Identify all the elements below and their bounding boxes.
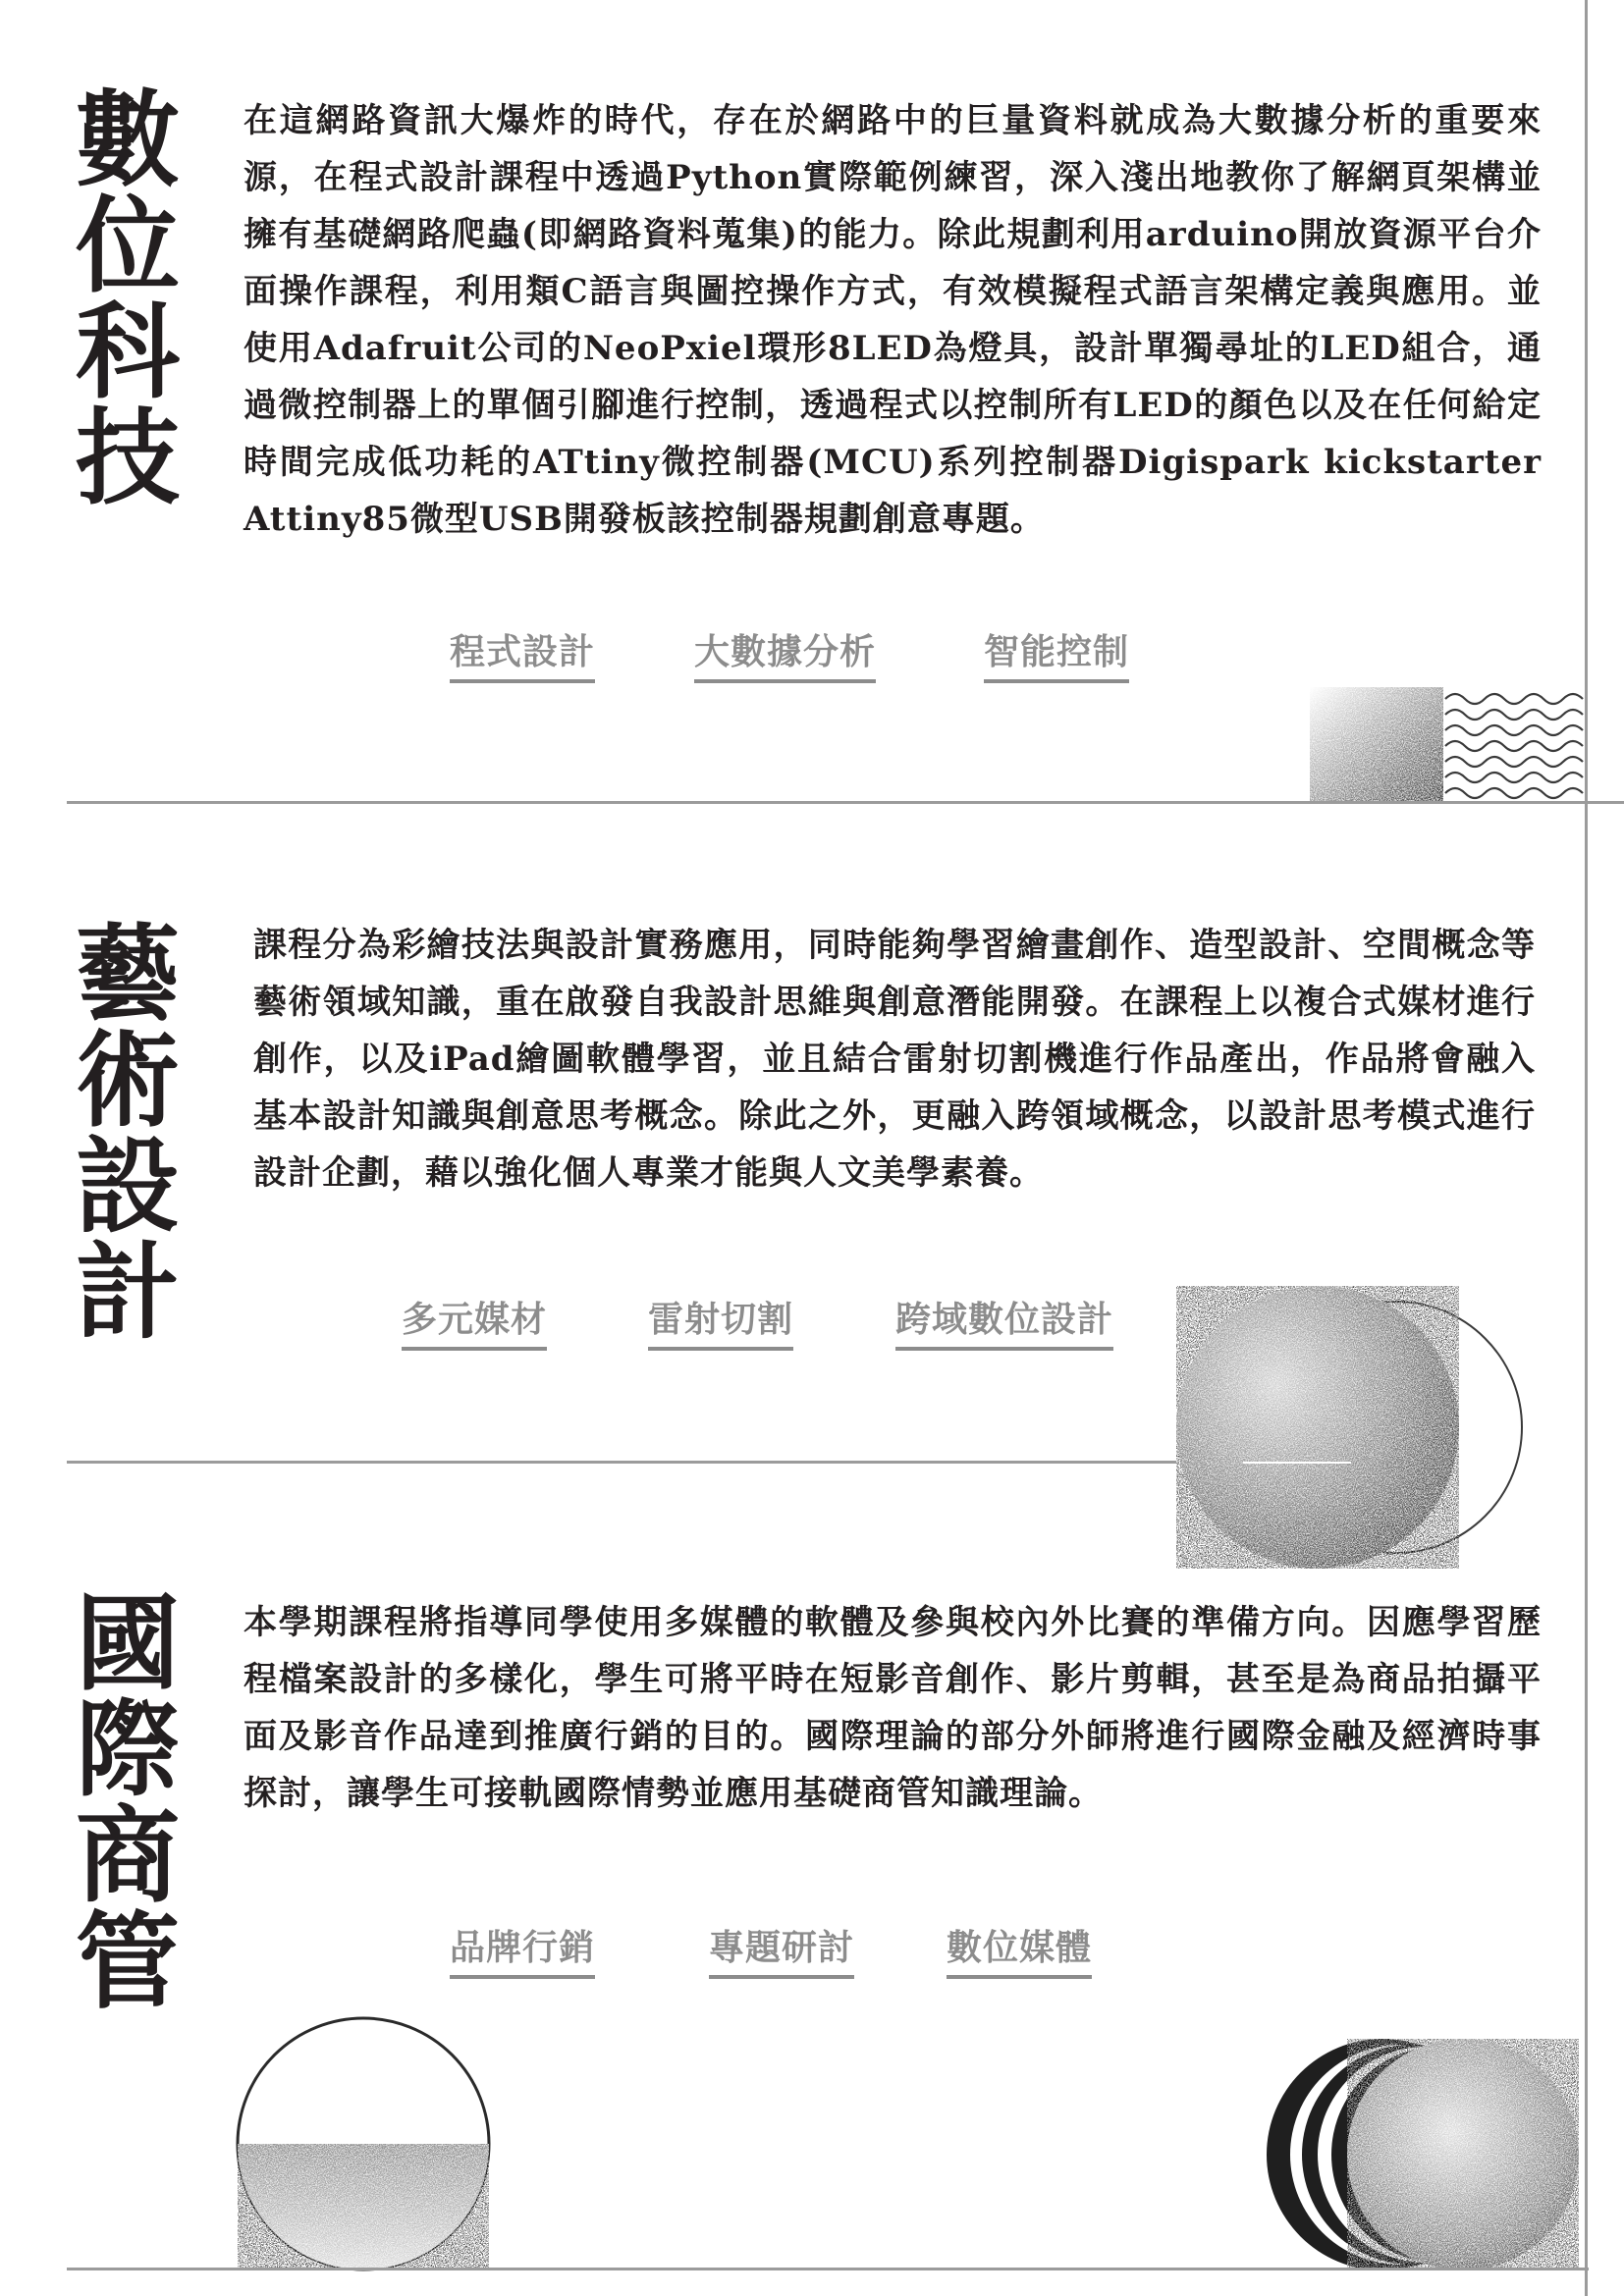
tag-programming: 程式設計 <box>450 630 595 683</box>
section-title-digital-tech: 數位科技 <box>59 84 182 508</box>
section-divider-1 <box>67 801 1624 804</box>
wave-lines-graphic <box>1445 687 1585 803</box>
tag-big-data: 大數據分析 <box>694 630 876 683</box>
section-body-intl-business: 本學期課程將指導同學使用多媒體的軟體及參與校內外比賽的準備方向。因應學習歷程檔案設計的多樣化，學生可將平時在短影音創作、影片剪輯，甚至是為商品拍攝平面及影音作品達到推廣行銷的目的。國際理論的部分外師將進行國際金融及經濟時事探討，讓學生可接軌國際情勢並應用基礎商管知識理論。 <box>244 1603 1542 1813</box>
tag-brand-marketing: 品牌行銷 <box>450 1926 595 1979</box>
textured-sphere-graphic <box>1174 1296 1547 1557</box>
tag-smart-control: 智能控制 <box>984 630 1129 683</box>
section-divider-3 <box>67 2268 1589 2270</box>
gradient-square-graphic <box>1310 687 1443 803</box>
crescent-sphere-graphic <box>1267 2032 1591 2277</box>
tag-cross-domain-design: 跨域數位設計 <box>895 1298 1113 1351</box>
tag-laser-cutting: 雷射切割 <box>648 1298 793 1351</box>
section-divider-2 <box>67 1461 1176 1464</box>
section-title-intl-business: 國際商管 <box>59 1588 182 2012</box>
tag-digital-media: 數位媒體 <box>947 1926 1092 1979</box>
tag-mixed-media: 多元媒材 <box>402 1298 547 1351</box>
right-vertical-rule <box>1585 0 1588 2296</box>
half-circle-graphic <box>234 2014 493 2273</box>
section-body-art-design: 課程分為彩繪技法與設計實務應用，同時能夠學習繪畫創作、造型設計、空間概念等藝術領域知識，重在啟發自我設計思維與創意潛能開發。在課程上以複合式媒材進行創作，以及iPad繪圖軟體學習，並且結合雷射切割機進行作品產出，作品將會融入基本設計知識與創意思考概念。除此之外，更融入跨領域概念，以設計思考模式進行設計企劃，藉以強化個人專業才能與人文美學素養。 <box>253 926 1536 1193</box>
tag-special-topics: 專題研討 <box>709 1926 854 1979</box>
section-title-art-design: 藝術設計 <box>59 919 182 1343</box>
section-body-digital-tech: 在這網路資訊大爆炸的時代，存在於網路中的巨量資料就成為大數據分析的重要來源，在程式設計課程中透過Python實際範例練習，深入淺出地教你了解網頁架構並擁有基礎網路爬蟲(即網路資料蒐集)的能力。除此規劃利用arduino開放資源平台介面操作課程，利用類C語言與圖控操作方式，有效模擬程式語言架構定義與應用。並使用Adafruit公司的NeoPxiel環形8LED為燈具，設計單獨尋址的LED組合，通過微控制器上的單個引腳進行控制，透過程式以控制所有LED的顏色以及在任何給定時間完成低功耗的ATtiny微控制器(MCU)系列控制器Digispark kickstarter Attiny85微型USB開發板該控制器規劃創意專題。 <box>244 101 1542 539</box>
